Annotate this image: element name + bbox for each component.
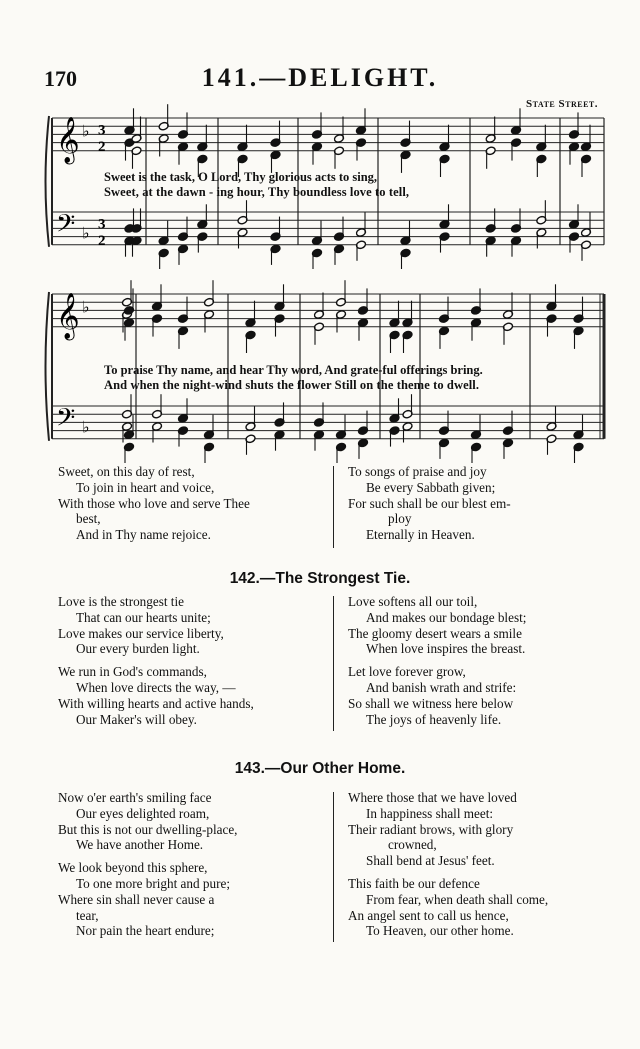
hymn-141-verse-4	[348, 464, 511, 543]
verse-line: For such shall be our blest em-	[348, 495, 511, 511]
time-signature: 2	[98, 138, 106, 155]
flat-sign: ♭	[82, 223, 90, 243]
verse-line: This faith be our defence	[348, 875, 480, 891]
brace	[46, 292, 50, 441]
verse-line: With those who love and serve Thee	[58, 495, 250, 511]
column-divider	[333, 466, 334, 548]
verse-line: That can our hearts unite;	[76, 609, 211, 625]
column-divider	[333, 596, 334, 731]
verse-line: In happiness shall meet:	[366, 805, 494, 821]
verse-line: We have another Home.	[76, 837, 204, 853]
hymn-142-left-column	[58, 594, 254, 727]
verse-line: Be every Sabbath given;	[366, 479, 496, 495]
flat-sign: ♭	[82, 297, 90, 317]
verse-line: Nor pain the heart endure;	[76, 923, 215, 939]
verse-line: And makes our bondage blest;	[366, 609, 527, 625]
hymn-141-title: 141.—DELIGHT.	[201, 63, 439, 92]
hymn-141-verse-3	[58, 464, 250, 543]
verse-line: To songs of praise and joy	[348, 464, 487, 479]
verse-line: Shall bend at Jesus' feet.	[366, 853, 495, 869]
verse-line: Love makes our service liberty,	[58, 625, 224, 641]
time-signature: 3	[98, 122, 106, 139]
verse-line: With willing hearts and active hands,	[58, 695, 254, 711]
verse-line: best,	[76, 511, 101, 527]
verse-line: The joys of heavenly life.	[366, 711, 502, 727]
bass-clef: 𝄢	[56, 403, 76, 439]
verse-line: We run in God's commands,	[58, 664, 207, 680]
verse-line: crowned,	[388, 837, 437, 853]
verse-line: Where those that we have loved	[348, 790, 517, 805]
verse-line: Their radiant brows, with glory	[348, 821, 514, 837]
verse-line: But this is not our dwelling-place,	[58, 821, 238, 837]
brace	[46, 116, 50, 247]
verse-line: Where sin shall never cause a	[58, 891, 215, 907]
verse-line: So shall we witness here below	[348, 695, 514, 711]
verse-line: Our every burden light.	[76, 641, 200, 657]
hymn-143-left-column	[58, 790, 237, 939]
hymn-142-right-column	[348, 594, 526, 727]
lyric-s1-line2: Sweet, at the dawn - ing hour, Thy boundless love to tell,	[104, 185, 410, 199]
verse-line: And banish wrath and strife:	[366, 679, 517, 695]
verse-line: Eternally in Heaven.	[366, 527, 475, 543]
tune-name: State Street.	[526, 98, 598, 110]
verse-line: When love inspires the breast.	[366, 641, 526, 657]
lyric-s2-line2: And when the night-wind shuts the flower Still on the theme to dwell.	[104, 378, 480, 392]
treble-clef: 𝄞	[56, 116, 80, 163]
page-number: 170	[44, 66, 77, 91]
verse-line: When love directs the way, —	[76, 679, 236, 695]
verse-line: Sweet, on this day of rest,	[58, 464, 195, 479]
verse-line: tear,	[76, 907, 99, 923]
verse-line: From fear, when death shall come,	[366, 891, 549, 907]
verse-line: And in Thy name rejoice.	[76, 527, 211, 543]
verse-line: Love softens all our toil,	[348, 594, 478, 609]
verse-line: An angel sent to call us hence,	[348, 907, 509, 923]
lyric-s2-line1: To praise Thy name, and hear Thy word, And grate-ful offerings bring.	[104, 363, 483, 377]
time-signature: 3	[98, 216, 106, 233]
verse-line: The gloomy desert wears a smile	[348, 625, 522, 641]
verse-line: To join in heart and voice,	[76, 479, 215, 495]
verse-line: We look beyond this sphere,	[58, 860, 208, 876]
hymn-143-right-column	[348, 790, 548, 939]
lyric-s1-line1: Sweet is the task, O Lord, Thy glorious acts to sing,	[104, 170, 378, 184]
treble-clef: 𝄞	[56, 292, 80, 339]
music-score	[0, 0, 640, 470]
verse-line: To Heaven, our other home.	[366, 923, 514, 939]
verse-line: Love is the strongest tie	[58, 594, 184, 609]
bass-clef: 𝄢	[56, 209, 76, 245]
flat-sign: ♭	[82, 121, 90, 141]
flat-sign: ♭	[82, 417, 90, 437]
verse-line: To one more bright and pure;	[76, 875, 230, 891]
verse-line: ploy	[388, 511, 412, 527]
verse-line: Let love forever grow,	[348, 664, 466, 680]
verse-line: Now o'er earth's smiling face	[58, 790, 212, 805]
verse-line: Our eyes delighted roam,	[76, 805, 210, 821]
column-divider	[333, 792, 334, 942]
time-signature: 2	[98, 232, 106, 249]
hymn-143-title: 143.—Our Other Home.	[234, 760, 406, 777]
hymn-142-title: 142.—The Strongest Tie.	[229, 570, 411, 587]
verse-line: Our Maker's will obey.	[76, 711, 197, 727]
